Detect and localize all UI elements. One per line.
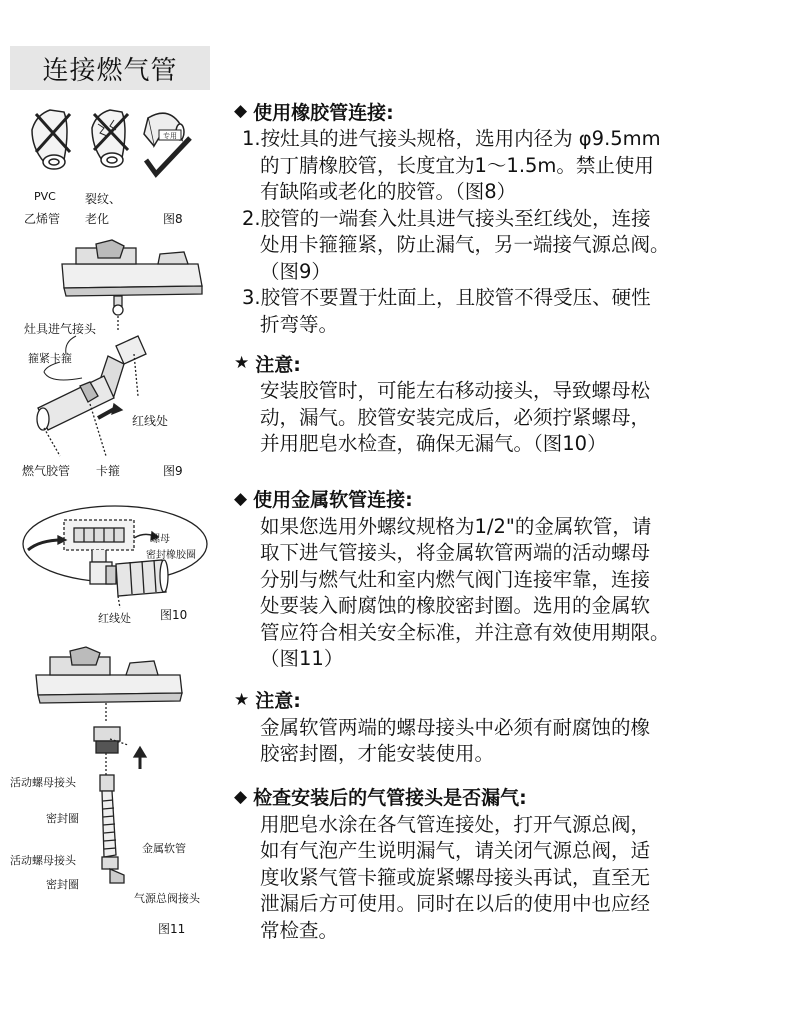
note-1-line-3: 并用肥皂水检查，确保无漏气。（图10） [260, 432, 607, 455]
fig8-label-crack: 裂纹、 [85, 192, 122, 206]
note-1-line-2: 动，漏气。胶管安装完成后，必须拧紧螺母， [260, 405, 651, 429]
metal-line-4: 处要装入耐腐蚀的橡胶密封圈。选用的金属软 [260, 594, 651, 617]
fig9-label-inlet: 灶具进气接头 [24, 322, 97, 336]
metal-line-6: （图11） [260, 647, 344, 670]
section-metal-hose-heading: ◆ 使用金属软管连接: [234, 488, 413, 511]
fig10-label-nut: 螺母 [150, 534, 170, 545]
figure-8-illustration [18, 100, 198, 190]
rubber-item-1-line-2: 的丁腈橡胶管，长度宜为1～1.5m。禁止使用 [260, 153, 654, 177]
metal-line-1: 如果您选用外螺纹规格为1/2"的金属软管，请 [260, 514, 652, 538]
leak-line-3: 度收紧气管卡箍或旋紧螺母接头再试，直至无 [260, 865, 651, 889]
metal-line-5: 管应符合相关安全标准，并注意有效使用期限。 [260, 620, 670, 644]
rubber-item-1-line-1: 1.按灶具的进气接头规格，选用内径为 φ9.5mm [242, 127, 661, 150]
fig8-label-vinyl: 乙烯管 [24, 212, 61, 226]
section-note-2-heading: ★ 注意: [234, 689, 301, 712]
section-note-1-heading: ★ 注意: [234, 353, 301, 376]
fig9-label-hose: 燃气胶管 [22, 464, 71, 478]
rubber-item-3-line-1: 3.胶管不要置于灶面上，且胶管不得受压、硬性 [242, 286, 651, 309]
fig11-label-metal-hose: 金属软管 [142, 842, 186, 855]
rubber-item-3-line-2: 折弯等。 [260, 312, 339, 336]
section-rubber-hose-heading: ◆ 使用橡胶管连接: [234, 101, 394, 124]
fig11-caption: 图11 [158, 922, 186, 936]
note-2-line-2: 胶密封圈，才能安装使用。 [260, 742, 495, 765]
leak-line-5: 常检查。 [260, 918, 339, 942]
diamond-bullet-icon: ◆ [234, 101, 248, 121]
rubber-item-2-line-3: （图9） [260, 259, 331, 283]
special-tag: 专用 [163, 132, 177, 140]
fig8-label-pvc: PVC [34, 190, 56, 203]
rubber-item-2-line-1: 2.胶管的一端套入灶具进气接头至红线处，连接 [242, 206, 651, 230]
star-bullet-icon: ★ [234, 689, 250, 710]
leak-line-2: 如有气泡产生说明漏气，请关闭气源总阀，适 [260, 839, 651, 862]
fig9-label-clamp: 卡箍 [96, 464, 121, 478]
fig8-label-aging: 老化 [85, 212, 110, 226]
rubber-item-2-line-2: 处用卡箍箍紧，防止漏气，另一端接气源总阀。 [260, 233, 670, 256]
fig9-label-clamp-top: 箍紧卡箍 [28, 352, 72, 365]
metal-line-3: 分别与燃气灶和室内燃气阀门连接牢靠，连接 [260, 567, 651, 591]
fig11-label-seal-1: 密封圈 [46, 812, 79, 825]
fig9-label-red-line: 红线处 [132, 414, 169, 428]
fig10-label-seal: 密封橡胶圈 [146, 550, 196, 561]
fig10-caption: 图10 [160, 608, 188, 622]
instructions-column [234, 96, 782, 944]
fig11-label-nut-joint-2: 活动螺母接头 [10, 854, 76, 867]
fig11-label-valve: 气源总阀接头 [134, 892, 200, 905]
fig10-label-red-line: 红线处 [98, 612, 131, 625]
note-2-line-1: 金属软管两端的螺母接头中必须有耐腐蚀的橡 [260, 715, 651, 739]
fig11-label-nut-joint-1: 活动螺母接头 [10, 776, 76, 789]
section-leak-check-heading: ◆ 检查安装后的气管接头是否漏气: [234, 786, 527, 809]
page-title: 连接燃气管 [10, 46, 210, 90]
leak-line-4: 泄漏后方可使用。同时在以后的使用中也应经 [260, 892, 651, 915]
fig9-caption: 图9 [163, 464, 183, 478]
rubber-item-1-line-3: 有缺陷或老化的胶管。（图8） [260, 180, 517, 203]
leak-line-1: 用肥皂水涂在各气管连接处，打开气源总阀， [260, 812, 651, 836]
diamond-bullet-icon: ◆ [234, 488, 248, 509]
fig11-label-seal-2: 密封圈 [46, 878, 79, 891]
note-1-line-1: 安装胶管时，可能左右移动接头，导致螺母松 [260, 379, 651, 402]
diamond-bullet-icon: ◆ [234, 786, 248, 807]
metal-line-2: 取下进气管接头，将金属软管两端的活动螺母 [260, 541, 651, 564]
star-bullet-icon: ★ [234, 353, 250, 373]
fig8-caption: 图8 [163, 212, 183, 226]
